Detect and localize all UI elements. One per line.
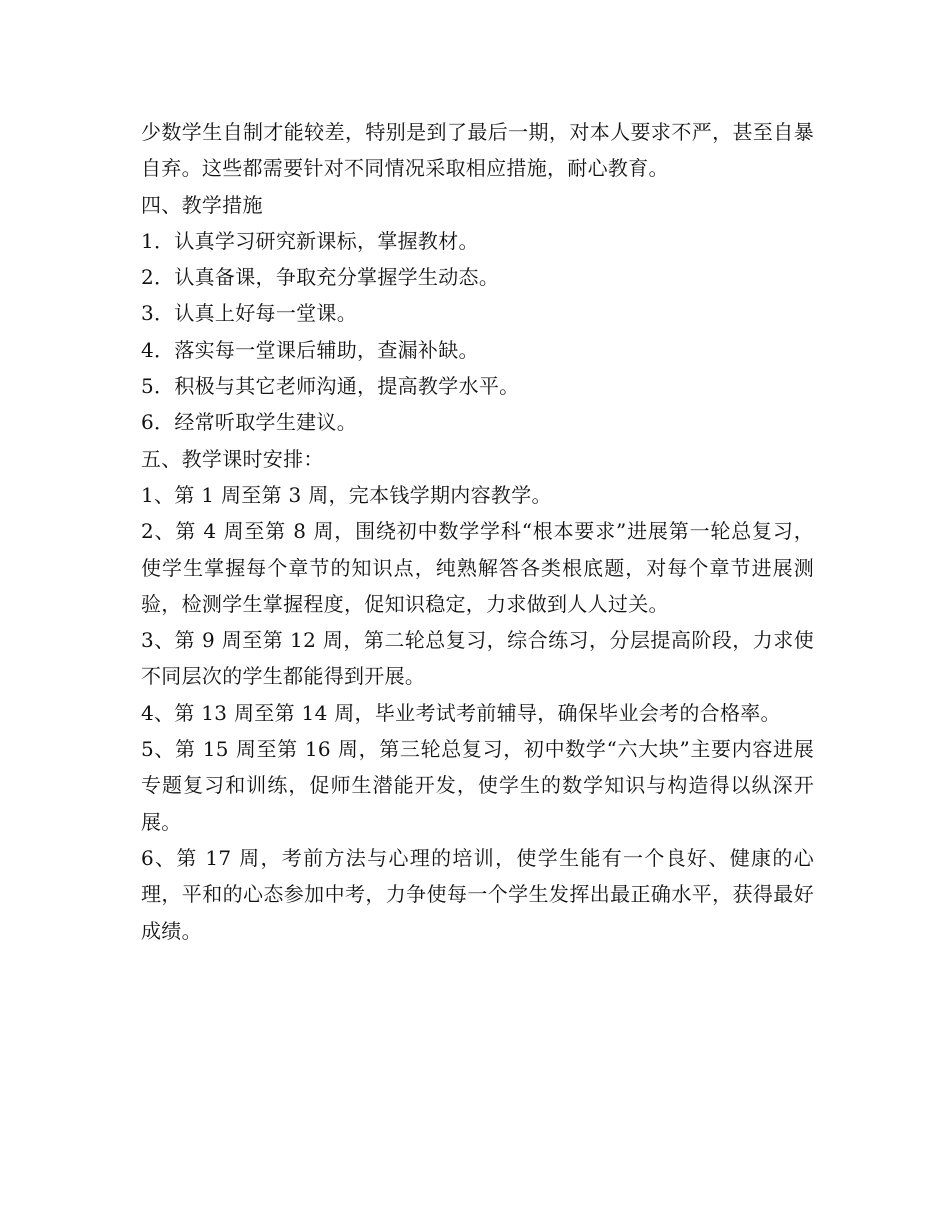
paragraph-continuation: 少数学生自制才能较差，特别是到了最后一期，对本人要求不严，甚至自暴自弃。这些都需要针对不同情况采取相应措施，耐心教育。 <box>141 120 814 181</box>
measure-item-6: 6．经常听取学生建议。 <box>141 410 358 435</box>
schedule-item-5: 5、第 15 周至第 16 周，第三轮总复习，初中数学“六大块”主要内容进展专题复习和训练，促师生潜能开发，使学生的数学知识与构造得以纵深开展。 <box>141 737 814 834</box>
measure-item-3: 3．认真上好每一堂课。 <box>141 301 358 326</box>
measure-item-4: 4．落实每一堂课后辅助，查漏补缺。 <box>141 337 479 362</box>
measure-item-5: 5．积极与其它老师沟通，提高教学水平。 <box>141 374 520 399</box>
schedule-item-6: 6、第 17 周，考前方法与心理的培训，使学生能有一个良好、健康的心理，平和的心态参加中考，力争使每一个学生发挥出最正确水平，获得最好成绩。 <box>141 845 814 943</box>
section-heading-teaching-measures: 四、教学措施 <box>141 192 263 217</box>
measure-item-2: 2．认真备课，争取充分掌握学生动态。 <box>141 265 500 290</box>
section-heading-schedule: 五、教学课时安排： <box>141 446 324 471</box>
measure-item-1: 1．认真学习研究新课标，掌握教材。 <box>141 228 479 253</box>
schedule-item-1: 1、第 1 周至第 3 周，完本钱学期内容教学。 <box>141 482 552 507</box>
schedule-item-4: 4、第 13 周至第 14 周，毕业考试考前辅导，确保毕业会考的合格率。 <box>141 700 781 725</box>
schedule-item-3: 3、第 9 周至第 12 周，第二轮总复习，综合练习，分层提高阶段，力求使不同层次的学生都能得到开展。 <box>141 628 814 689</box>
schedule-item-2: 2、第 4 周至第 8 周，围绕初中数学学科“根本要求”进展第一轮总复习，使学生掌握每个章节的知识点，纯熟解答各类根底题，对每个章节进展测验，检测学生掌握程度，促知识稳定，力求做到人人过关。 <box>141 519 814 616</box>
